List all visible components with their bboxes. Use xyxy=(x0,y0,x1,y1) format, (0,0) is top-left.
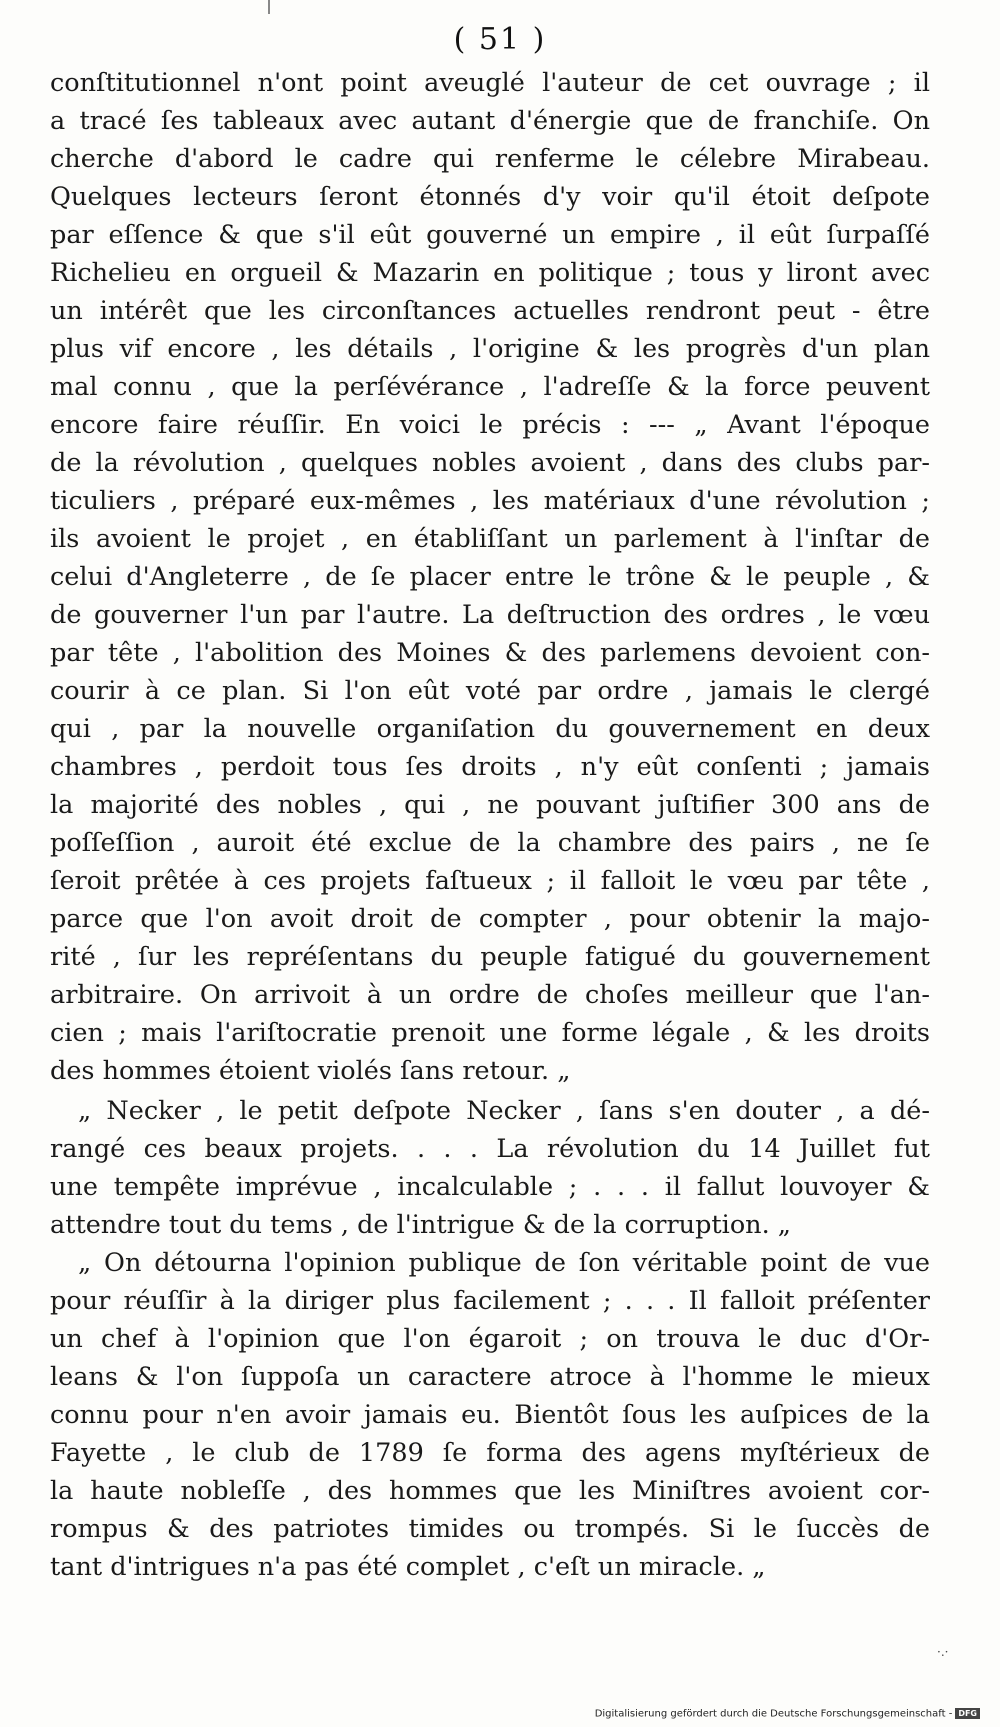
text-line: conſtitutionnel n'ont point aveuglé l'auteur de cet ouvrage ; il xyxy=(50,68,930,98)
text-line: pour réuſſir à la diriger plus facilement ; . . . Il falloit préſenter xyxy=(50,1286,930,1316)
text-line: leans & l'on ſuppoſa un caractere atroce à l'homme le mieux xyxy=(50,1362,930,1392)
text-line: Fayette , le club de 1789 ſe forma des agens myſtérieux de xyxy=(50,1438,930,1468)
dfg-logo: DFG xyxy=(955,1708,980,1719)
text-line: a tracé ſes tableaux avec autant d'énergie que de franchiſe. On xyxy=(50,106,930,136)
text-line: „ On détourna l'opinion publique de ſon véritable point de vue xyxy=(78,1248,930,1278)
text-line: tant d'intrigues n'a pas été complet , c'eſt un miracle. „ xyxy=(50,1552,766,1582)
text-line: Quelques lecteurs ſeront étonnés d'y voir qu'il étoit deſpote xyxy=(50,182,930,212)
text-line: celui d'Angleterre , de ſe placer entre le trône & le peuple , & xyxy=(50,562,930,592)
body-text xyxy=(50,64,930,1586)
text-line: encore faire réuſſir. En voici le précis : --- „ Avant l'époque xyxy=(50,410,930,440)
digitization-footer xyxy=(0,1708,980,1720)
text-line: poſſeſſion , auroit été exclue de la chambre des pairs , ne ſe xyxy=(50,828,930,858)
text-line: rité , ſur les repréſentans du peuple fatigué du gouvernement xyxy=(50,942,930,972)
text-line: un intérêt que les circonſtances actuelles rendront peut - être xyxy=(50,296,930,326)
text-line: par tête , l'abolition des Moines & des parlemens devoient con- xyxy=(50,638,930,668)
text-line: rangé ces beaux projets. . . . La révolution du 14 Juillet fut xyxy=(50,1134,930,1164)
text-line: par eſſence & que s'il eût gouverné un empire , il eût ſurpaſſé xyxy=(50,220,930,250)
text-line: cherche d'abord le cadre qui renferme le célebre Mirabeau. xyxy=(50,144,930,174)
text-line: ils avoient le projet , en établiſſant un parlement à l'inſtar de xyxy=(50,524,930,554)
text-line: la haute nobleſſe , des hommes que les Miniſtres avoient cor- xyxy=(50,1476,930,1506)
text-line: de gouverner l'un par l'autre. La deſtruction des ordres , le vœu xyxy=(50,600,930,630)
footer-text: Digitalisierung gefördert durch die Deutsche Forschungsgemeinschaft - xyxy=(594,1708,953,1720)
scan-mark xyxy=(268,0,270,14)
text-line: „ Necker , le petit deſpote Necker , ſans s'en douter , a dé- xyxy=(78,1096,930,1126)
text-line: la majorité des nobles , qui , ne pouvant juſtifier 300 ans de xyxy=(50,790,930,820)
text-line: chambres , perdoit tous ſes droits , n'y eût conſenti ; jamais xyxy=(50,752,930,782)
text-line: qui , par la nouvelle organiſation du gouvernement en deux xyxy=(50,714,930,744)
text-line: parce que l'on avoit droit de compter , pour obtenir la majo- xyxy=(50,904,930,934)
text-line: arbitraire. On arrivoit à un ordre de choſes meilleur que l'an- xyxy=(50,980,930,1010)
scan-speck: ·.· xyxy=(937,1645,949,1659)
text-line: attendre tout du tems , de l'intrigue & de la corruption. „ xyxy=(50,1210,792,1240)
text-line: un chef à l'opinion que l'on égaroit ; on trouva le duc d'Or- xyxy=(50,1324,930,1354)
page-number: ( 51 ) xyxy=(453,22,547,57)
text-line: ſeroit prêtée à ces projets faſtueux ; il falloit le vœu par tête , xyxy=(50,866,930,896)
text-line: des hommes étoient violés ſans retour. „ xyxy=(50,1056,571,1086)
text-line: cien ; mais l'ariſtocratie prenoit une forme légale , & les droits xyxy=(50,1018,930,1048)
text-line: une tempête imprévue , incalculable ; . . . il fallut louvoyer & xyxy=(50,1172,930,1202)
text-line: rompus & des patriotes timides ou trompés. Si le ſuccès de xyxy=(50,1514,930,1544)
text-line: connu pour n'en avoir jamais eu. Bientôt ſous les auſpices de la xyxy=(50,1400,930,1430)
text-line: ticuliers , préparé eux-mêmes , les matériaux d'une révolution ; xyxy=(50,486,930,516)
text-line: mal connu , que la perſévérance , l'adreſſe & la force peuvent xyxy=(50,372,930,402)
text-line: Richelieu en orgueil & Mazarin en politique ; tous y liront avec xyxy=(50,258,930,288)
text-line: courir à ce plan. Si l'on eût voté par ordre , jamais le clergé xyxy=(50,676,930,706)
text-line: plus vif encore , les détails , l'origine & les progrès d'un plan xyxy=(50,334,930,364)
text-line: de la révolution , quelques nobles avoient , dans des clubs par- xyxy=(50,448,930,478)
